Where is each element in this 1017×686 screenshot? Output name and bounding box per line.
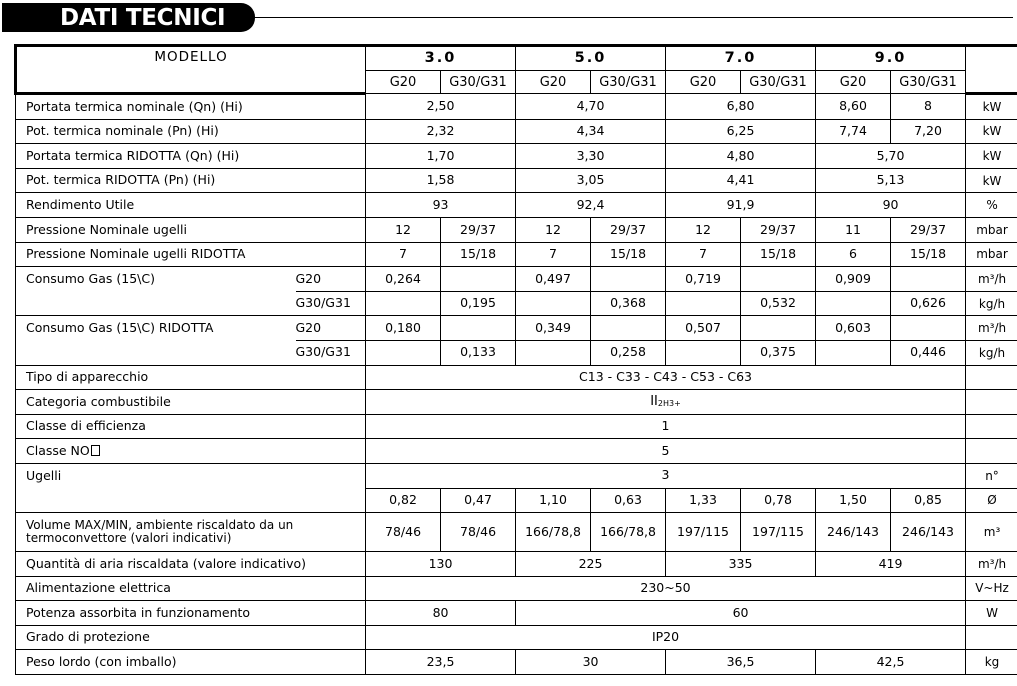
cell-value: 29/37 xyxy=(441,217,516,242)
cell-value: 246/143 xyxy=(816,513,891,552)
cell-empty xyxy=(441,267,516,292)
cell-value: 12 xyxy=(366,217,441,242)
cell-empty xyxy=(591,316,666,341)
unit-header xyxy=(966,46,1017,94)
row-unit: m³/h xyxy=(966,267,1017,292)
row-label: Portata termica nominale (Qn) (Hi) xyxy=(16,94,366,120)
cell-value: 166/78,8 xyxy=(516,513,591,552)
model-header: MODELLO xyxy=(16,46,366,94)
row-unit: kg/h xyxy=(966,340,1017,365)
row-label: Potenza assorbita in funzionamento xyxy=(16,601,366,626)
cell-empty xyxy=(666,340,741,365)
cell-empty xyxy=(966,414,1017,439)
row-unit: W xyxy=(966,601,1017,626)
cell-value: C13 - C33 - C43 - C53 - C63 xyxy=(366,365,966,390)
gas-sub-label: G30/G31 xyxy=(296,291,366,316)
row-unit: m³/h xyxy=(966,316,1017,341)
cell-value: 0,497 xyxy=(516,267,591,292)
cell-value: 12 xyxy=(666,217,741,242)
table-row xyxy=(16,365,1017,390)
cell-value: 11 xyxy=(816,217,891,242)
model-5-0: 5.0 xyxy=(516,46,666,71)
cell-value: IP20 xyxy=(366,625,966,650)
table-row xyxy=(16,144,1017,169)
cell-value: 7,20 xyxy=(891,119,966,144)
missing-glyph-icon xyxy=(91,445,100,456)
cell-value: 0,78 xyxy=(741,488,816,513)
cell-value: 7 xyxy=(366,242,441,267)
row-unit: n° xyxy=(966,463,1017,488)
cell-value: 29/37 xyxy=(891,217,966,242)
cell-value: 5,70 xyxy=(816,144,966,169)
cell-value: 15/18 xyxy=(891,242,966,267)
row-label: Ugelli xyxy=(16,463,366,512)
cell-value: 0,264 xyxy=(366,267,441,292)
row-label: Pot. termica nominale (Pn) (Hi) xyxy=(16,119,366,144)
technical-data-table xyxy=(14,44,1017,675)
cell-value: 0,180 xyxy=(366,316,441,341)
title-rule xyxy=(240,17,1013,18)
table-row xyxy=(16,168,1017,193)
cell-value: 60 xyxy=(516,601,966,626)
category-sub: 2H3+ xyxy=(657,399,681,409)
cell-value: 4,34 xyxy=(516,119,666,144)
row-unit: kW xyxy=(966,119,1017,144)
page-title: DATI TECNICI xyxy=(2,3,255,32)
cell-value: 0,603 xyxy=(816,316,891,341)
cell-value: 90 xyxy=(816,193,966,218)
cell-value: 0,63 xyxy=(591,488,666,513)
cell-value: 0,375 xyxy=(741,340,816,365)
cell-value: 0,446 xyxy=(891,340,966,365)
row-label: Grado di protezione xyxy=(16,625,366,650)
row-label: Quantità di aria riscaldata (valore indicativo) xyxy=(16,552,366,577)
gas-sub-label: G20 xyxy=(296,267,366,292)
cell-empty xyxy=(966,625,1017,650)
row-label: Pressione Nominale ugelli RIDOTTA xyxy=(16,242,366,267)
gas-g20: G20 xyxy=(516,71,591,94)
cell-value: 78/46 xyxy=(441,513,516,552)
gas-g20: G20 xyxy=(366,71,441,94)
cell-value: 42,5 xyxy=(816,650,966,675)
cell-empty xyxy=(891,267,966,292)
gas-g30: G30/G31 xyxy=(591,71,666,94)
row-unit: Ø xyxy=(966,488,1017,513)
cell-value: 8,60 xyxy=(816,94,891,120)
table-row xyxy=(16,193,1017,218)
cell-value: 1 xyxy=(366,414,966,439)
cell-value: 3,05 xyxy=(516,168,666,193)
cell-value: 419 xyxy=(816,552,966,577)
cell-value: 15/18 xyxy=(741,242,816,267)
cell-value: 0,626 xyxy=(891,291,966,316)
cell-value: 0,507 xyxy=(666,316,741,341)
gas-g30: G30/G31 xyxy=(741,71,816,94)
cell-value: 6 xyxy=(816,242,891,267)
cell-value: 7 xyxy=(666,242,741,267)
cell-value: 15/18 xyxy=(591,242,666,267)
cell-value: 0,368 xyxy=(591,291,666,316)
row-unit: m³/h xyxy=(966,552,1017,577)
row-unit: mbar xyxy=(966,217,1017,242)
table-row xyxy=(16,267,1017,292)
row-unit: kW xyxy=(966,94,1017,120)
cell-value: 4,41 xyxy=(666,168,816,193)
cell-value: 29/37 xyxy=(591,217,666,242)
gas-g20: G20 xyxy=(666,71,741,94)
cell-value: 0,349 xyxy=(516,316,591,341)
table-row xyxy=(16,242,1017,267)
cell-value: 93 xyxy=(366,193,516,218)
table-row xyxy=(16,601,1017,626)
row-label: Pressione Nominale ugelli xyxy=(16,217,366,242)
cell-value: 197/115 xyxy=(741,513,816,552)
cell-empty xyxy=(366,340,441,365)
cell-empty xyxy=(816,340,891,365)
table-row xyxy=(16,576,1017,601)
table-row xyxy=(16,625,1017,650)
gas-sub-label: G30/G31 xyxy=(296,340,366,365)
row-label: Volume MAX/MIN, ambiente riscaldato da un termoconvettore (valori indicativi) xyxy=(16,513,366,552)
cell-value: 36,5 xyxy=(666,650,816,675)
cell-value: 30 xyxy=(516,650,666,675)
table-row xyxy=(16,513,1017,552)
cell-value: 80 xyxy=(366,601,516,626)
cell-empty xyxy=(816,291,891,316)
cell-value: 23,5 xyxy=(366,650,516,675)
cell-value: 0,195 xyxy=(441,291,516,316)
table-row xyxy=(16,316,1017,341)
category-main: II xyxy=(650,394,658,410)
cell-value: 2,32 xyxy=(366,119,516,144)
cell-value: 3 xyxy=(366,463,966,488)
cell-value: 0,47 xyxy=(441,488,516,513)
row-label: Categoria combustibile xyxy=(16,390,366,415)
cell-value: 4,70 xyxy=(516,94,666,120)
row-unit: kW xyxy=(966,168,1017,193)
cell-value: 335 xyxy=(666,552,816,577)
cell-value: 3,30 xyxy=(516,144,666,169)
cell-empty xyxy=(741,316,816,341)
cell-value: 5,13 xyxy=(816,168,966,193)
cell-value: 197/115 xyxy=(666,513,741,552)
cell-value: 225 xyxy=(516,552,666,577)
cell-value: 29/37 xyxy=(741,217,816,242)
row-label: Portata termica RIDOTTA (Qn) (Hi) xyxy=(16,144,366,169)
cell-value: 230~50 xyxy=(366,576,966,601)
cell-value: 1,70 xyxy=(366,144,516,169)
cell-empty xyxy=(966,365,1017,390)
cell-value: 0,85 xyxy=(891,488,966,513)
table-row xyxy=(16,390,1017,415)
row-unit: m³ xyxy=(966,513,1017,552)
cell-value: 1,33 xyxy=(666,488,741,513)
row-label: Consumo Gas (15\C) xyxy=(16,267,296,316)
row-label: Alimentazione elettrica xyxy=(16,576,366,601)
row-unit: V~Hz xyxy=(966,576,1017,601)
cell-empty xyxy=(666,291,741,316)
row-unit: % xyxy=(966,193,1017,218)
row-label: Peso lordo (con imballo) xyxy=(16,650,366,675)
row-unit: kW xyxy=(966,144,1017,169)
cell-empty xyxy=(516,340,591,365)
cell-value: 0,133 xyxy=(441,340,516,365)
cell-empty xyxy=(366,291,441,316)
cell-value: 8 xyxy=(891,94,966,120)
row-unit: kg/h xyxy=(966,291,1017,316)
table-row xyxy=(16,94,1017,120)
cell-value: 91,9 xyxy=(666,193,816,218)
row-label: Classe di efficienza xyxy=(16,414,366,439)
cell-value: 0,909 xyxy=(816,267,891,292)
category-value xyxy=(366,390,966,415)
cell-value: 246/143 xyxy=(891,513,966,552)
cell-value: 1,58 xyxy=(366,168,516,193)
header-row-models xyxy=(16,46,1017,71)
cell-empty xyxy=(741,267,816,292)
cell-value: 0,532 xyxy=(741,291,816,316)
cell-value: 1,10 xyxy=(516,488,591,513)
cell-empty xyxy=(591,267,666,292)
row-label: Rendimento Utile xyxy=(16,193,366,218)
table-row xyxy=(16,552,1017,577)
cell-value: 166/78,8 xyxy=(591,513,666,552)
cell-value: 6,25 xyxy=(666,119,816,144)
cell-value: 0,719 xyxy=(666,267,741,292)
cell-empty xyxy=(891,316,966,341)
row-label-nox xyxy=(16,439,366,464)
gas-g30: G30/G31 xyxy=(891,71,966,94)
table-row xyxy=(16,119,1017,144)
cell-value: 78/46 xyxy=(366,513,441,552)
cell-empty xyxy=(966,390,1017,415)
row-label: Consumo Gas (15\C) RIDOTTA xyxy=(16,316,296,365)
cell-value: 0,258 xyxy=(591,340,666,365)
cell-empty xyxy=(441,316,516,341)
model-9-0: 9.0 xyxy=(816,46,966,71)
cell-value: 6,80 xyxy=(666,94,816,120)
table-row xyxy=(16,439,1017,464)
cell-value: 15/18 xyxy=(441,242,516,267)
cell-value: 5 xyxy=(366,439,966,464)
gas-sub-label: G20 xyxy=(296,316,366,341)
row-unit: kg xyxy=(966,650,1017,675)
title-bar xyxy=(0,0,1017,36)
cell-value: 1,50 xyxy=(816,488,891,513)
cell-value: 130 xyxy=(366,552,516,577)
cell-value: 4,80 xyxy=(666,144,816,169)
cell-value: 7 xyxy=(516,242,591,267)
table-row xyxy=(16,217,1017,242)
cell-value: 2,50 xyxy=(366,94,516,120)
cell-value: 92,4 xyxy=(516,193,666,218)
table-row xyxy=(16,463,1017,488)
cell-value: 7,74 xyxy=(816,119,891,144)
gas-g20: G20 xyxy=(816,71,891,94)
cell-empty xyxy=(966,439,1017,464)
cell-value: 12 xyxy=(516,217,591,242)
model-7-0: 7.0 xyxy=(666,46,816,71)
row-label: Classe NO xyxy=(26,442,90,458)
row-label: Pot. termica RIDOTTA (Pn) (Hi) xyxy=(16,168,366,193)
gas-g30: G30/G31 xyxy=(441,71,516,94)
model-3-0: 3.0 xyxy=(366,46,516,71)
cell-value: 0,82 xyxy=(366,488,441,513)
row-label: Tipo di apparecchio xyxy=(16,365,366,390)
table-row xyxy=(16,414,1017,439)
cell-empty xyxy=(516,291,591,316)
table-row xyxy=(16,650,1017,675)
row-unit: mbar xyxy=(966,242,1017,267)
